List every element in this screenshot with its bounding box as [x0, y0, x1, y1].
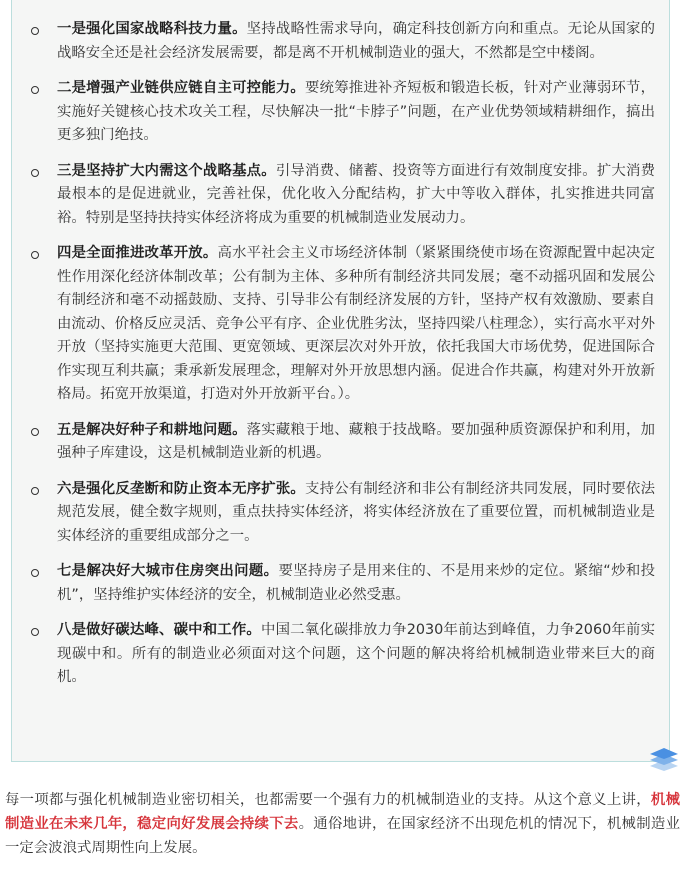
- list-item: [57, 77, 655, 148]
- point-title: 八是做好碳达峰、碳中和工作。: [57, 622, 261, 638]
- bullet-icon: [31, 169, 39, 177]
- point-title: 七是解决好大城市住房突出问题。: [57, 563, 279, 579]
- point-title: 二是增强产业链供应链自主可控能力。: [57, 80, 306, 96]
- bullet-icon: [31, 86, 39, 94]
- point-body: 要坚持房子是用来住的、不是用来炒的定位。紧缩“炒和投机”，坚持维护实体经济的安全，机械制造业必然受惠。: [57, 563, 655, 603]
- point-title: 一是强化国家战略科技力量。: [57, 21, 247, 37]
- point-title: 六是强化反垄断和防止资本无序扩张。: [57, 480, 306, 497]
- list-item: [57, 478, 655, 549]
- point-body: 要统筹推进补齐短板和锻造长板，针对产业薄弱环节，实施好关键核心技术攻关工程，尽快解决一批“卡脖子”问题，在产业优势领域精耕细作，搞出更多独门绝技。: [57, 80, 655, 143]
- summary-highlight: 机械制造业在未来几年，稳定向好发展会持续下去: [5, 792, 680, 832]
- bullet-icon: [31, 569, 39, 577]
- list-item: [57, 419, 655, 466]
- list-item: [57, 242, 655, 407]
- point-body: 支持公有制经济和非公有制经济共同发展，同时要依法规范发展，健全数字规则，重点扶持实体经济，将实体经济放在了重要位置，而机械制造业是实体经济的重要组成部分之一。: [57, 480, 655, 544]
- point-body: 落实藏粮于地、藏粮于技战略。要加强种质资源保护和利用，加强种子库建设，这是机械制造业新的机遇。: [57, 421, 655, 461]
- point-body: 引导消费、储蓄、投资等方面进行有效制度安排。扩大消费最根本的是促进就业，完善社保，优化收入分配结构，扩大中等收入群体，扎实推进共同富裕。特别是坚持扶持实体经济将成为重要的机械制造业发展动力。: [57, 162, 655, 226]
- list-item: [57, 560, 655, 607]
- point-title: 五是解决好种子和耕地问题。: [57, 421, 247, 438]
- bullet-icon: [31, 428, 39, 436]
- point-list: [12, 0, 669, 690]
- quote-box: [11, 0, 670, 762]
- list-item: [57, 619, 655, 690]
- summary-paragraph: [5, 788, 680, 860]
- list-item: [57, 160, 655, 231]
- point-body: 高水平社会主义市场经济体制（紧紧围绕使市场在资源配置中起决定性作用深化经济体制改革；公有制为主体、多种所有制经济共同发展；毫不动摇巩固和发展公有制经济和毫不动摇鼓励、支持、引导非公有制经济发展的方针，坚持产权有效激励、要素自由流动、价格反应灵活、竞争公平有序、企业优胜劣汰，坚持四梁八柱理念），实行高水平对外开放（坚持实施更大范围、更宽领域、更深层次对外开放，依托我国大市场优势，促进国际合作实现互利共赢；秉承新发展理念，理解对外开放思想内涵。促进合作共赢，构建对外开放新格局。拓宽开放渠道，打造对外开放新平台。）。: [57, 245, 655, 402]
- point-body: 坚持战略性需求导向，确定科技创新方向和重点。无论从国家的战略安全还是社会经济发展需要，都是离不开机械制造业的强大，不然都是空中楼阁。: [57, 21, 655, 61]
- list-item: [57, 18, 655, 65]
- bullet-icon: [31, 27, 39, 35]
- point-title: 四是全面推进改革开放。: [57, 245, 218, 261]
- bullet-icon: [31, 251, 39, 259]
- bullet-icon: [31, 628, 39, 636]
- point-title: 三是坚持扩大内需这个战略基点。: [57, 162, 276, 179]
- stacked-layers-icon: [647, 744, 681, 772]
- summary-lead: 每一项都与强化机械制造业密切相关，也都需要一个强有力的机械制造业的支持。从这个意义上讲，: [5, 792, 651, 808]
- bullet-icon: [31, 487, 39, 495]
- summary-tail: 。通俗地讲，在国家经济不出现危机的情况下，机械制造业一定会波浪式周期性向上发展。: [5, 816, 680, 856]
- point-body: 中国二氧化碳排放力争2030年前达到峰值，力争2060年前实现碳中和。所有的制造业必须面对这个问题，这个问题的解决将给机械制造业带来巨大的商机。: [57, 622, 655, 685]
